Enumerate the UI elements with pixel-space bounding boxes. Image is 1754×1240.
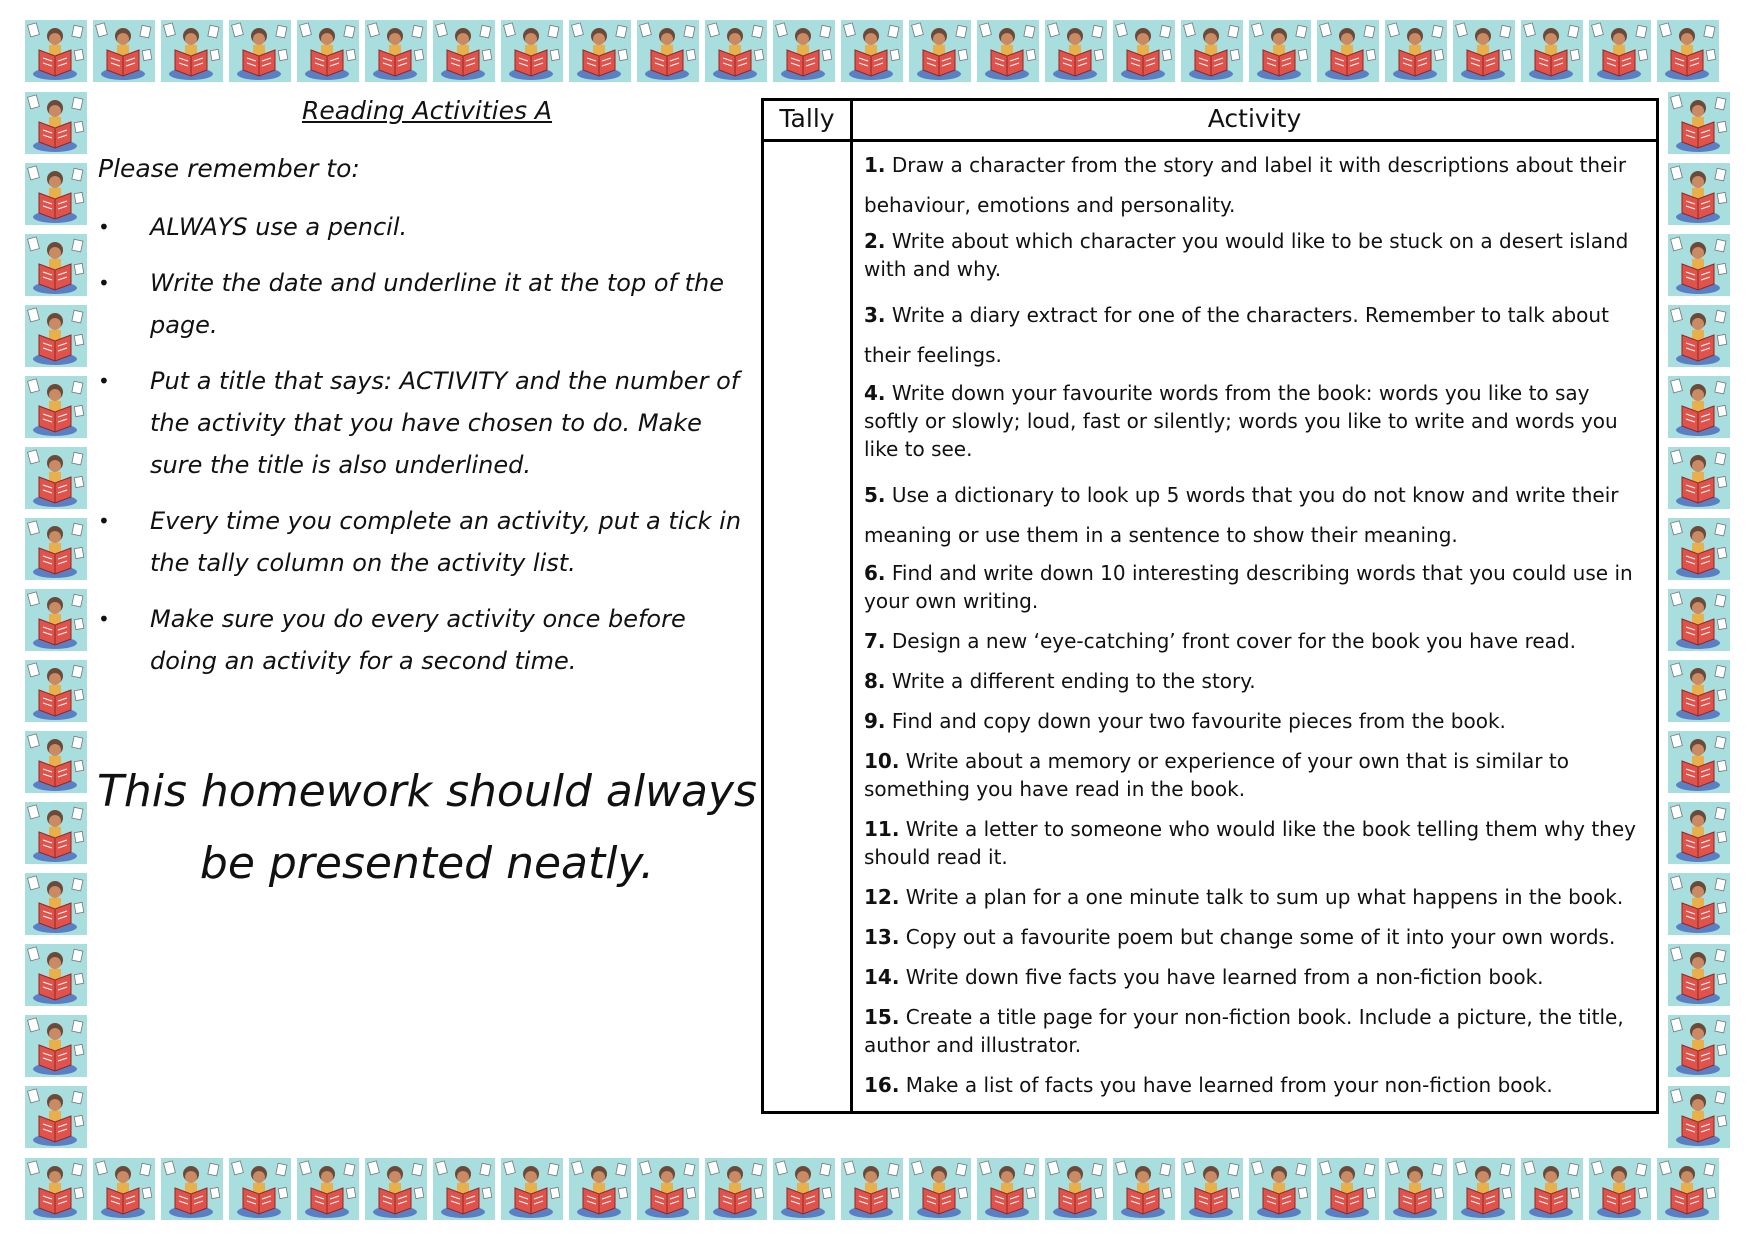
child-reading-book-icon — [569, 20, 631, 82]
child-reading-book-icon — [1521, 20, 1583, 82]
child-reading-book-icon — [1113, 20, 1175, 82]
child-reading-book-icon — [1668, 518, 1730, 580]
child-reading-book-icon — [1668, 589, 1730, 651]
child-reading-book-icon — [1668, 1086, 1730, 1148]
table-row: 14. Write down five facts you have learned from a non-fiction book. — [864, 965, 1544, 989]
child-reading-book-icon — [977, 1158, 1039, 1220]
child-reading-book-icon — [909, 1158, 971, 1220]
child-reading-book-icon — [1668, 234, 1730, 296]
child-reading-book-icon — [1181, 1158, 1243, 1220]
child-reading-book-icon — [637, 20, 699, 82]
child-reading-book-icon — [501, 1158, 563, 1220]
child-reading-book-icon — [1668, 873, 1730, 935]
bullet: • — [98, 215, 110, 239]
child-reading-book-icon — [1657, 1158, 1719, 1220]
child-reading-book-icon — [161, 1158, 223, 1220]
child-reading-book-icon — [705, 20, 767, 82]
child-reading-book-icon — [1317, 1158, 1379, 1220]
child-reading-book-icon — [25, 660, 87, 722]
intro-text: Please remember to: — [98, 154, 360, 183]
child-reading-book-icon — [25, 589, 87, 651]
child-reading-book-icon — [25, 1158, 87, 1220]
child-reading-book-icon — [25, 1015, 87, 1077]
child-reading-book-icon — [1668, 731, 1730, 793]
activity-table — [761, 98, 1659, 1114]
child-reading-book-icon — [1385, 20, 1447, 82]
child-reading-book-icon — [977, 20, 1039, 82]
table-row: 5. Use a dictionary to look up 5 words that you do not know and write their meaning or use them in a sentence to show their meaning. — [864, 483, 1619, 547]
child-reading-book-icon — [297, 1158, 359, 1220]
child-reading-book-icon — [569, 1158, 631, 1220]
table-row: 15. Create a title page for your non-fiction book. Include a picture, the title, author and illustrator. — [864, 1005, 1624, 1057]
child-reading-book-icon — [773, 1158, 835, 1220]
list-item: • Put a title that says: ACTIVITY and the number of the activity that you have chosen to do. Make sure the title is also underlined. — [98, 360, 758, 486]
child-reading-book-icon — [365, 20, 427, 82]
table-row: 9. Find and copy down your two favourite pieces from the book. — [864, 709, 1506, 733]
activity-column-header: Activity — [1207, 104, 1302, 133]
child-reading-book-icon — [1521, 1158, 1583, 1220]
list-item: • ALWAYS use a pencil. — [98, 206, 758, 248]
child-reading-book-icon — [1453, 20, 1515, 82]
table-row: 8. Write a different ending to the story. — [864, 669, 1256, 693]
child-reading-book-icon — [841, 1158, 903, 1220]
child-reading-book-icon — [1668, 163, 1730, 225]
table-row: 1. Draw a character from the story and label it with descriptions about their behaviour, emotions and personality. — [864, 153, 1627, 217]
child-reading-book-icon — [909, 20, 971, 82]
table-row: 10. Write about a memory or experience of your own that is similar to something you have read in the book. — [864, 749, 1569, 801]
child-reading-book-icon — [25, 92, 87, 154]
child-reading-book-icon — [93, 1158, 155, 1220]
child-reading-book-icon — [25, 234, 87, 296]
list-item: • Write the date and underline it at the top of the page. — [98, 262, 758, 346]
child-reading-book-icon — [1249, 1158, 1311, 1220]
child-reading-book-icon — [25, 1086, 87, 1148]
table-row: 6. Find and write down 10 interesting describing words that you could use in your own writing. — [864, 561, 1633, 613]
bullet: • — [98, 369, 110, 393]
child-reading-book-icon — [1181, 20, 1243, 82]
child-reading-book-icon — [501, 20, 563, 82]
child-reading-book-icon — [773, 20, 835, 82]
child-reading-book-icon — [1317, 20, 1379, 82]
column-divider — [850, 101, 853, 1111]
child-reading-book-icon — [433, 1158, 495, 1220]
child-reading-book-icon — [25, 447, 87, 509]
child-reading-book-icon — [1668, 305, 1730, 367]
child-reading-book-icon — [433, 20, 495, 82]
child-reading-book-icon — [1453, 1158, 1515, 1220]
tally-column-header: Tally — [779, 104, 835, 133]
child-reading-book-icon — [1657, 20, 1719, 82]
child-reading-book-icon — [1045, 20, 1107, 82]
child-reading-book-icon — [1668, 376, 1730, 438]
list-item: • Every time you complete an activity, put a tick in the tally column on the activity list. — [98, 500, 758, 584]
bullet: • — [98, 509, 110, 533]
child-reading-book-icon — [161, 20, 223, 82]
child-reading-book-icon — [841, 20, 903, 82]
child-reading-book-icon — [229, 1158, 291, 1220]
child-reading-book-icon — [365, 1158, 427, 1220]
child-reading-book-icon — [1668, 447, 1730, 509]
table-row: 7. Design a new ‘eye-catching’ front cover for the book you have read. — [864, 629, 1576, 653]
child-reading-book-icon — [1668, 660, 1730, 722]
child-reading-book-icon — [1668, 92, 1730, 154]
child-reading-book-icon — [1113, 1158, 1175, 1220]
instruction-list — [98, 206, 758, 696]
page-title: Reading Activities A — [301, 96, 553, 125]
child-reading-book-icon — [25, 20, 87, 82]
child-reading-book-icon — [25, 873, 87, 935]
child-reading-book-icon — [25, 305, 87, 367]
child-reading-book-icon — [229, 20, 291, 82]
child-reading-book-icon — [1589, 20, 1651, 82]
table-header — [764, 101, 1656, 142]
child-reading-book-icon — [25, 944, 87, 1006]
child-reading-book-icon — [1668, 944, 1730, 1006]
child-reading-book-icon — [25, 518, 87, 580]
child-reading-book-icon — [1385, 1158, 1447, 1220]
table-row: 4. Write down your favourite words from the book: words you like to say softly or slowly; loud, fast or silently; words you like to write and words you like to see. — [864, 381, 1618, 461]
child-reading-book-icon — [93, 20, 155, 82]
child-reading-book-icon — [1668, 802, 1730, 864]
bullet: • — [98, 271, 110, 295]
bullet: • — [98, 607, 110, 631]
child-reading-book-icon — [1249, 20, 1311, 82]
child-reading-book-icon — [637, 1158, 699, 1220]
child-reading-book-icon — [25, 802, 87, 864]
table-row: 11. Write a letter to someone who would like the book telling them why they should read it. — [864, 817, 1636, 869]
child-reading-book-icon — [297, 20, 359, 82]
child-reading-book-icon — [1045, 1158, 1107, 1220]
child-reading-book-icon — [25, 731, 87, 793]
table-row: 16. Make a list of facts you have learned from your non-fiction book. — [864, 1073, 1553, 1097]
child-reading-book-icon — [25, 163, 87, 225]
child-reading-book-icon — [705, 1158, 767, 1220]
table-row: 2. Write about which character you would like to be stuck on a desert island with and why. — [864, 229, 1629, 281]
child-reading-book-icon — [25, 376, 87, 438]
child-reading-book-icon — [1589, 1158, 1651, 1220]
closing-statement: This homework should always be presented neatly. — [97, 766, 757, 889]
table-row: 13. Copy out a favourite poem but change some of it into your own words. — [864, 925, 1616, 949]
table-row: 12. Write a plan for a one minute talk to sum up what happens in the book. — [864, 885, 1624, 909]
list-item: • Make sure you do every activity once before doing an activity for a second time. — [98, 598, 758, 682]
child-reading-book-icon — [1668, 1015, 1730, 1077]
table-row: 3. Write a diary extract for one of the characters. Remember to talk about their feelings. — [864, 303, 1609, 367]
activity-list — [864, 145, 1650, 1111]
